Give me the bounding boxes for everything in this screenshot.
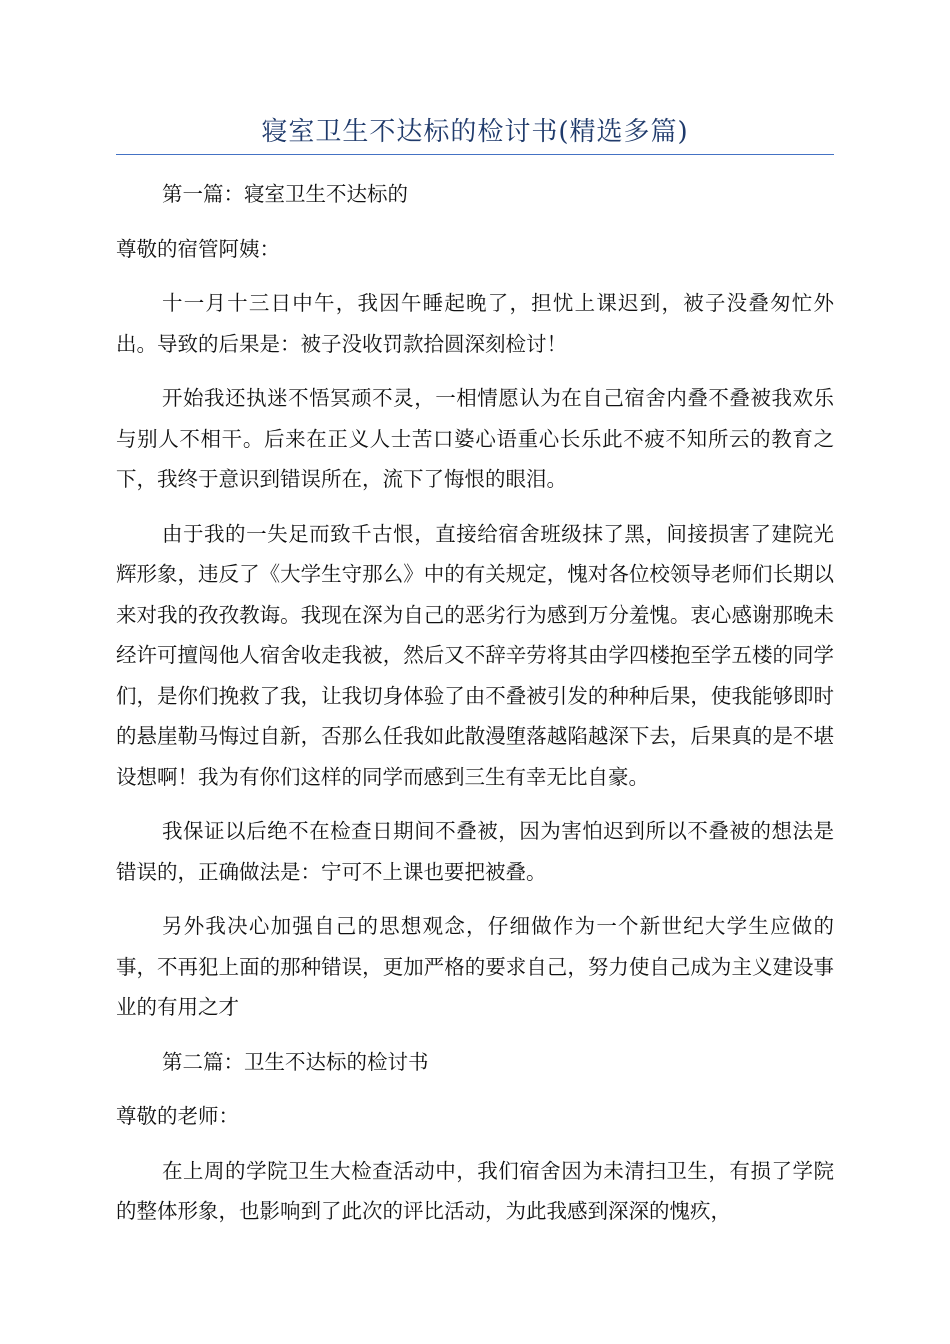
paragraph-heading-2: 第二篇：卫生不达标的检讨书 xyxy=(162,1049,429,1074)
paragraph-salutation-1: 尊敬的宿管阿姨： xyxy=(116,236,280,261)
paragraph-salutation-2: 尊敬的老师： xyxy=(116,1104,239,1128)
paragraph-body: 另外我决心加强自己的思想观念，仔细做作为一个新世纪大学生应做的事，不再犯上面的那种错误，更加严格的要求自己，努力使自己成为主义建设事业的有用之才 xyxy=(116,914,834,1019)
paragraph-spacer xyxy=(116,364,834,378)
paragraph-spacer xyxy=(116,1137,834,1151)
paragraph-spacer xyxy=(116,892,834,906)
paragraph-spacer xyxy=(116,1028,834,1042)
document-title: 寝室卫生不达标的检讨书(精选多篇) xyxy=(261,117,689,147)
title-underline xyxy=(116,154,834,155)
paragraph-spacer xyxy=(116,269,834,283)
paragraph-spacer xyxy=(116,797,834,811)
paragraph-spacer xyxy=(116,500,834,514)
paragraph-body: 开始我还执迷不悟冥顽不灵，一相情愿认为在自己宿舍内叠不叠被我欢乐与别人不相干。后来在正义人士苦口婆心语重心长乐此不疲不知所云的教育之下，我终于意识到错误所在，流下了悔恨的眼泪。 xyxy=(116,386,834,491)
paragraph-spacer xyxy=(116,1082,834,1096)
paragraph-body: 在上周的学院卫生大检查活动中，我们宿舍因为未清扫卫生，有损了学院的整体形象，也影响到了此次的评比活动，为此我感到深深的愧疚， xyxy=(116,1158,834,1223)
paragraph-spacer xyxy=(116,215,834,229)
paragraph-heading-1: 第一篇：寝室卫生不达标的 xyxy=(162,182,408,206)
paragraph-body: 十一月十三日中午，我因午睡起晚了，担忧上课迟到，被子没叠匆忙外出。导致的后果是：被子没收罚款拾圆深刻检讨！ xyxy=(116,291,834,356)
paragraph-body: 我保证以后绝不在检查日期间不叠被，因为害怕迟到所以不叠被的想法是错误的，正确做法是：宁可不上课也要把被叠。 xyxy=(116,819,834,884)
paragraph-body: 由于我的一失足而致千古恨，直接给宿舍班级抹了黑，间接损害了建院光辉形象，违反了《大学生守那么》中的有关规定，愧对各位校领导老师们长期以来对我的孜孜教诲。我现在深为自己的恶劣行为感到万分羞愧。衷心感谢那晚未经许可擅闯他人宿舍收走我被，然后又不辞辛劳将其由学四楼抱至学五楼的同学们，是你们挽救了我，让我切身体验了由不叠被引发的种种后果，使我能够即时的悬崖勒马悔过自新，否那么任我如此散漫堕落越陷越深下去，后果真的是不堪设想啊！我为有你们这样的同学而感到三生有幸无比自豪。 xyxy=(116,521,834,789)
document-body xyxy=(116,174,834,1232)
